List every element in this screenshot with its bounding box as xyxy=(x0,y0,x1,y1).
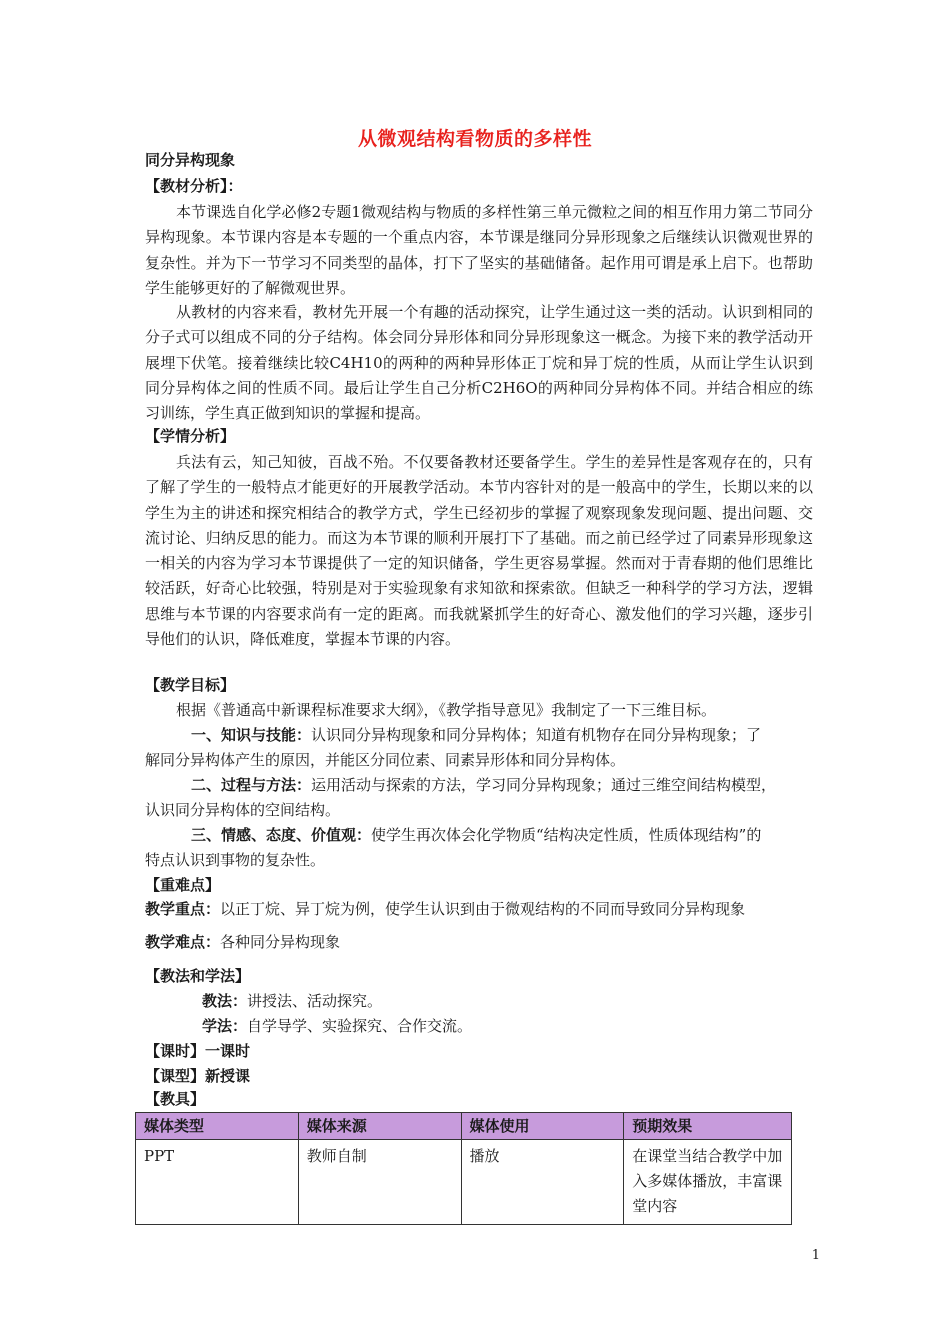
goal-knowledge-text-2: 解同分异构体产生的原因，并能区分同位素、同素异形体和同分异构体。 xyxy=(145,751,626,769)
learning-method-label: 学法： xyxy=(202,1017,248,1035)
goal-knowledge xyxy=(145,723,813,773)
header-media-usage: 媒体使用 xyxy=(461,1113,624,1140)
header-media-source: 媒体来源 xyxy=(298,1113,461,1140)
class-period: 【课时】一课时 xyxy=(145,1042,251,1060)
teaching-method-label: 教法： xyxy=(202,992,248,1010)
goal-process-label: 二、过程与方法： xyxy=(191,776,312,794)
textbook-analysis-paragraph-1: 本节课选自化学必修2专题1微观结构与物质的多样性第三单元微粒之间的相互作用力第二节同分异构现象。本节课内容是本专题的一个重点内容，本节课是继同分异形现象之后继续认识微观世界的复杂性。并为下一节学习不同类型的晶体，打下了坚实的基础储备。起作用可谓是承上启下。也帮助学生能够更好的了解微观世界。 xyxy=(145,203,813,297)
teaching-focus-text: 以正丁烷、异丁烷为例，使学生认识到由于微观结构的不同而导致同分异构现象 xyxy=(220,900,746,918)
header-media-type: 媒体类型 xyxy=(136,1113,299,1140)
teaching-difficulty xyxy=(145,932,340,952)
learning-method-text: 自学导学、实验探究、合作交流。 xyxy=(247,1017,473,1035)
table-row xyxy=(136,1140,792,1225)
page-number: 1 xyxy=(811,1248,820,1263)
media-table-header-row xyxy=(136,1113,792,1140)
methods-heading: 【教法和学法】 xyxy=(145,967,251,985)
student-analysis-heading: 【学情分析】 xyxy=(145,427,236,445)
media-table xyxy=(135,1112,792,1225)
goal-emotion-text-1: 使学生再次体会化学物质“结构决定性质，性质体现结构”的 xyxy=(371,826,762,844)
subtitle: 同分异构现象 xyxy=(145,151,236,169)
teaching-focus-label: 教学重点： xyxy=(145,900,221,918)
lesson-type: 【课型】新授课 xyxy=(145,1067,251,1085)
goal-process-text-2: 认识同分异构体的空间结构。 xyxy=(145,801,341,819)
teaching-goals-heading: 【教学目标】 xyxy=(145,676,236,694)
teaching-tools-heading: 【教具】 xyxy=(145,1090,206,1108)
goal-process xyxy=(145,773,813,823)
goal-emotion-text-2: 特点认识到事物的复杂性。 xyxy=(145,851,326,869)
cell-media-type: PPT xyxy=(136,1140,299,1225)
cell-media-usage: 播放 xyxy=(461,1140,624,1225)
teaching-method-text: 讲授法、活动探究。 xyxy=(247,992,383,1010)
textbook-analysis-paragraph-2: 从教材的内容来看，教材先开展一个有趣的活动探究，让学生通过这一类的活动。认识到相同的分子式可以组成不同的分子结构。体会同分异形体和同分异形现象这一概念。为接下来的教学活动开展埋下伏笔。接着继续比较C4H10的两种的两种异形体正丁烷和异丁烷的性质，从而让学生认识到同分异构体之间的性质不同。最后让学生自己分析C2H6O的两种同分异构体不同。并结合相应的练习训练，学生真正做到知识的掌握和提高。 xyxy=(145,303,813,423)
goal-knowledge-label: 一、知识与技能： xyxy=(191,726,312,744)
cell-media-source: 教师自制 xyxy=(298,1140,461,1225)
teaching-goals-intro: 根据《普通高中新课程标准要求大纲》，《教学指导意见》我制定了一下三维目标。 xyxy=(176,701,717,719)
key-points-heading: 【重难点】 xyxy=(145,876,221,894)
textbook-analysis-heading: 【教材分析】： xyxy=(145,177,243,195)
goal-knowledge-text-1: 认识同分异构现象和同分异构体；知道有机物存在同分异构现象；了 xyxy=(311,726,762,744)
teaching-difficulty-text: 各种同分异构现象 xyxy=(220,933,341,951)
teaching-focus xyxy=(145,899,745,919)
header-expected-effect: 预期效果 xyxy=(624,1113,792,1140)
goal-emotion xyxy=(145,823,813,873)
teaching-difficulty-label: 教学难点： xyxy=(145,933,221,951)
goal-process-text-1: 运用活动与探索的方法，学习同分异构现象；通过三维空间结构模型， xyxy=(311,776,777,794)
learning-method xyxy=(202,1016,472,1036)
document-title: 从微观结构看物质的多样性 xyxy=(357,128,592,150)
cell-expected-effect: 在课堂当结合教学中加入多媒体播放，丰富课堂内容 xyxy=(624,1140,792,1225)
student-analysis-paragraph: 兵法有云，知己知彼，百战不殆。不仅要备教材还要备学生。学生的差异性是客观存在的，只有了解了学生的一般特点才能更好的开展教学活动。本节内容针对的是一般高中的学生，长期以来的以学生为主的讲述和探究相结合的教学方式，学生已经初步的掌握了观察现象发现问题、提出问题、交流讨论、归纳反思的能力。而这为本节课的顺利开展打下了基础。而之前已经学过了同素异形现象这一相关的内容为学习本节课提供了一定的知识储备，学生更容易掌握。然而对于青春期的他们思维比较活跃，好奇心比较强，特别是对于实验现象有求知欲和探索欲。但缺乏一种科学的学习方法，逻辑思维与本节课的内容要求尚有一定的距离。而我就紧抓学生的好奇心、激发他们的学习兴趣，逐步引导他们的认识，降低难度，掌握本节课的内容。 xyxy=(145,453,813,649)
goal-emotion-label: 三、情感、态度、价值观： xyxy=(191,826,372,844)
teaching-method xyxy=(202,991,382,1011)
